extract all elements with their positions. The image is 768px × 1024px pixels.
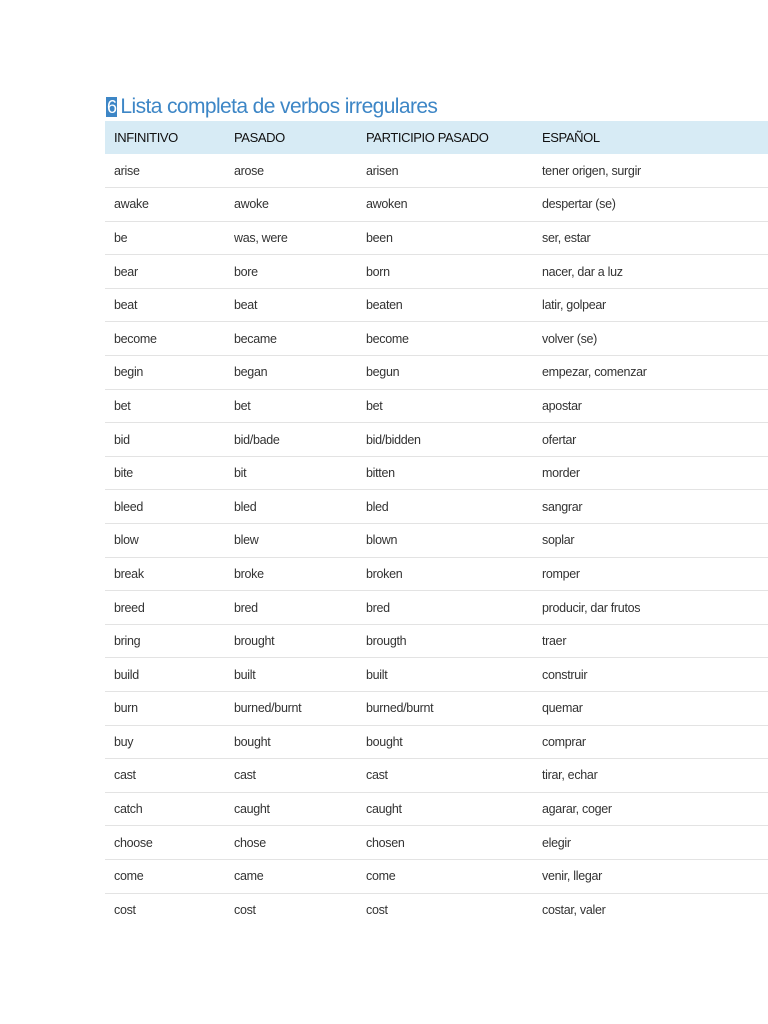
past-cell: bled [234,499,257,514]
past-cell: bought [234,734,271,749]
past-cell: was, were [234,230,288,245]
table-row [105,826,768,860]
table-row [105,859,768,893]
past-participle-cell: bid/bidden [366,432,421,447]
past-cell: bit [234,466,247,481]
infinitive-cell: cast [114,768,136,783]
infinitive-cell: begin [114,365,144,380]
table-row [105,423,768,457]
table-row [105,524,768,558]
header-pasado: PASADO [234,130,285,145]
section-heading [106,94,437,120]
table-row [105,356,768,390]
infinitive-cell: burn [114,701,138,716]
past-participle-cell: brougth [366,634,407,649]
table-row [105,692,768,726]
past-participle-cell: beaten [366,298,403,313]
table-row [105,389,768,423]
spanish-cell: sangrar [542,499,583,514]
irregular-verbs-table [105,121,768,927]
past-cell: bet [234,398,251,413]
infinitive-cell: bite [114,466,133,481]
table-row [105,188,768,222]
past-cell: bore [234,264,258,279]
infinitive-cell: breed [114,600,145,615]
table-row [105,557,768,591]
table-row [105,725,768,759]
table-row [105,288,768,322]
spanish-cell: quemar [542,701,583,716]
spanish-cell: despertar (se) [542,197,616,212]
table-row [105,591,768,625]
past-participle-cell: blown [366,533,398,548]
past-cell: broke [234,566,264,581]
infinitive-cell: be [114,230,128,245]
past-cell: beat [234,298,258,313]
past-cell: cast [234,768,256,783]
infinitive-cell: bet [114,398,131,413]
infinitive-cell: buy [114,734,134,749]
header-infinitivo: INFINITIVO [114,130,178,145]
past-participle-cell: cast [366,768,388,783]
table-body [105,154,768,927]
past-cell: arose [234,163,264,178]
past-participle-cell: bought [366,734,403,749]
header-espanol: ESPAÑOL [542,130,600,145]
past-participle-cell: bred [366,600,390,615]
infinitive-cell: break [114,566,144,581]
past-participle-cell: been [366,230,393,245]
past-participle-cell: chosen [366,835,405,850]
spanish-cell: costar, valer [542,903,606,918]
infinitive-cell: bear [114,264,138,279]
table-row [105,658,768,692]
section-title: Lista completa de verbos irregulares [120,95,438,118]
infinitive-cell: catch [114,802,143,817]
infinitive-cell: choose [114,835,153,850]
past-cell: chose [234,835,266,850]
infinitive-cell: blow [114,533,139,548]
spanish-cell: empezar, comenzar [542,365,647,380]
infinitive-cell: arise [114,163,140,178]
past-participle-cell: born [366,264,390,279]
past-participle-cell: arisen [366,163,399,178]
spanish-cell: nacer, dar a luz [542,264,623,279]
past-cell: brought [234,634,275,649]
table-row [105,154,768,188]
past-cell: blew [234,533,259,548]
past-participle-cell: bitten [366,466,395,481]
spanish-cell: tener origen, surgir [542,163,641,178]
spanish-cell: tirar, echar [542,768,598,783]
spanish-cell: producir, dar frutos [542,600,641,615]
past-participle-cell: burned/burnt [366,701,434,716]
spanish-cell: romper [542,566,580,581]
past-cell: built [234,667,256,682]
past-cell: bred [234,600,258,615]
past-participle-cell: broken [366,566,403,581]
past-participle-cell: become [366,331,409,346]
table-header-row [105,121,768,154]
past-participle-cell: bled [366,499,389,514]
table-row [105,893,768,927]
past-cell: bid/bade [234,432,280,447]
infinitive-cell: bleed [114,499,144,514]
infinitive-cell: cost [114,903,136,918]
header-participio-pasado: PARTICIPIO PASADO [366,130,489,145]
infinitive-cell: bid [114,432,130,447]
past-cell: burned/burnt [234,701,302,716]
spanish-cell: venir, llegar [542,869,603,884]
section-number: 6 [107,97,117,117]
table-row [105,322,768,356]
past-participle-cell: begun [366,365,400,380]
spanish-cell: latir, golpear [542,298,606,313]
past-cell: began [234,365,268,380]
table-row [105,456,768,490]
table-row [105,624,768,658]
table-row [105,221,768,255]
spanish-cell: traer [542,634,567,649]
table-row [105,490,768,524]
infinitive-cell: come [114,869,144,884]
infinitive-cell: beat [114,298,138,313]
spanish-cell: agarar, coger [542,802,612,817]
past-cell: caught [234,802,270,817]
past-participle-cell: come [366,869,396,884]
table-row [105,792,768,826]
table-row [105,255,768,289]
past-cell: cost [234,903,256,918]
past-participle-cell: caught [366,802,402,817]
infinitive-cell: build [114,667,139,682]
spanish-cell: soplar [542,533,575,548]
past-participle-cell: built [366,667,388,682]
past-participle-cell: bet [366,398,383,413]
spanish-cell: comprar [542,734,586,749]
spanish-cell: volver (se) [542,331,598,346]
spanish-cell: ofertar [542,432,577,447]
past-participle-cell: awoken [366,197,408,212]
spanish-cell: morder [542,466,580,481]
spanish-cell: construir [542,667,588,682]
infinitive-cell: become [114,331,157,346]
past-cell: awoke [234,197,269,212]
past-participle-cell: cost [366,903,388,918]
infinitive-cell: awake [114,197,149,212]
spanish-cell: apostar [542,398,582,413]
past-cell: became [234,331,277,346]
past-cell: came [234,869,264,884]
table-row [105,759,768,793]
spanish-cell: elegir [542,835,571,850]
spanish-cell: ser, estar [542,230,591,245]
infinitive-cell: bring [114,634,141,649]
